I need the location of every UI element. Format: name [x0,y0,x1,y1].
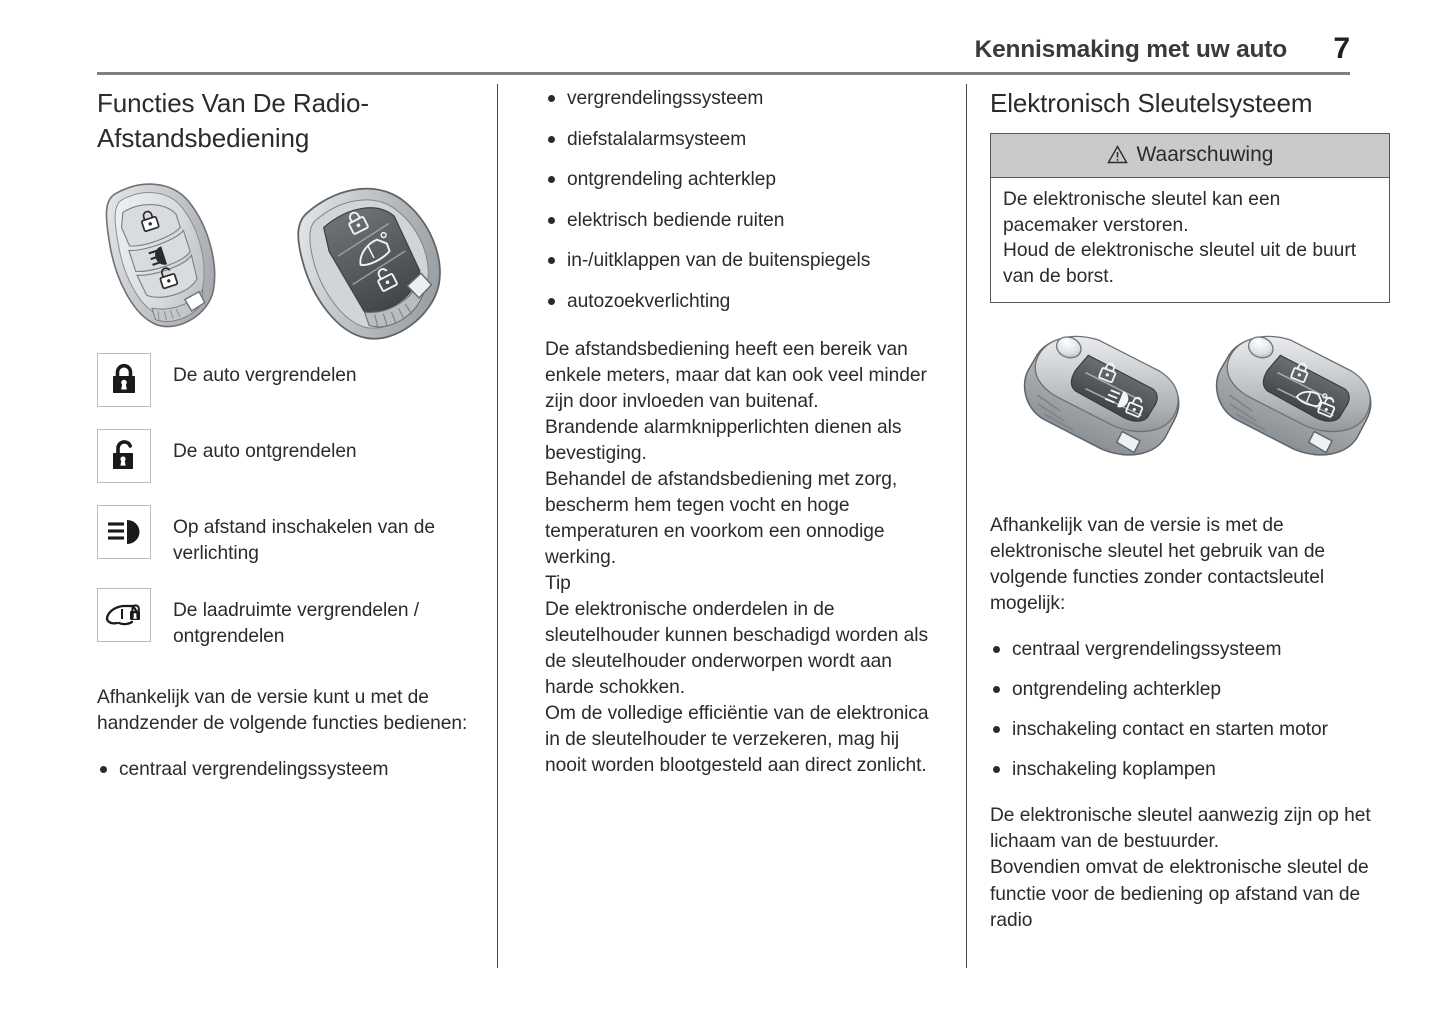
left-bullet-list [97,757,497,783]
function-row [97,588,497,649]
page-number: 7 [1333,32,1350,65]
warning-header [991,134,1389,178]
list-item: ontgrendeling achterklep [990,677,1390,703]
column-divider-left [497,84,498,968]
list-item: autozoekverlichting [545,289,945,315]
spacer [97,671,497,685]
warning-line-1: De elektronische sleutel kan een pacemaker verstoren. [1003,188,1281,236]
spacer [990,617,1390,637]
middle-column [545,86,945,779]
middle-bullet-list [545,86,945,314]
list-item: diefstalalarmsysteem [545,127,945,153]
list-item: vergrendelingssysteem [545,86,945,112]
flip-key-illustration [990,325,1390,497]
middle-paragraph-4: De elektronische onderdelen in de sleutelhouder kunnen beschadigd worden als de sleutelhouder onderworpen wordt aan harde schokken. [545,599,928,699]
right-paragraph-3: Bovendien omvat de elektronische sleutel de functie voor de bediening op afstand van de radio [990,857,1369,931]
list-item: in-/uitklappen van de buitenspiegels [545,248,945,274]
middle-paragraph-5: Om de volledige efficiëntie van de elektronica in de sleutelhouder te verzekeren, mag hij nooit worden blootgesteld aan direct zonlicht. [545,703,929,777]
column-divider-right [966,84,967,968]
warning-triangle-icon [1107,145,1128,164]
list-item: elektrisch bediende ruiten [545,208,945,234]
function-row [97,429,497,483]
list-item: inschakeling contact en starten motor [990,717,1390,743]
warning-box [990,133,1390,304]
headlight-icon [97,505,151,559]
function-row [97,505,497,566]
function-icon-list [97,353,497,649]
warning-line-2: Houd de elektronische sleutel uit de buurt van de borst. [1003,240,1357,288]
right-paragraph-2: De elektronische sleutel aanwezig zijn op het lichaam van de bestuurder. [990,805,1371,853]
right-column [990,86,1390,934]
list-item: centraal vergrendelingssysteem [97,757,497,783]
function-label: De auto ontgrendelen [173,441,357,463]
function-row [97,353,497,407]
list-item: centraal vergrendelingssysteem [990,637,1390,663]
middle-paragraph-3: Behandel de afstandsbediening met zorg, bescherm hem tegen vocht en hoge temperaturen en voorkom een onnodige werking. [545,469,898,569]
middle-paragraph-1: De afstandsbediening heeft een bereik van enkele meters, maar dat kan ook veel minder zijn door invloeden van buitenaf. [545,339,927,413]
left-paragraph: Afhankelijk van de versie kunt u met de handzender de volgende functies bedienen: [97,687,468,735]
smart-key-illustration [97,169,497,341]
page-title: Kennismaking met uw auto [974,36,1287,63]
warning-heading-text: Waarschuwing [1136,142,1274,166]
function-label: De laadruimte vergrendelen / ontgrendelen [173,600,420,647]
tailgate-lock-icon [97,588,151,642]
right-bullet-list [990,637,1390,783]
list-item: inschakeling koplampen [990,757,1390,783]
left-column [97,86,497,797]
function-label: De auto vergrendelen [173,365,357,387]
header-rule [97,72,1350,75]
right-section-title: Elektronisch Sleutelsysteem [990,88,1313,118]
right-paragraph-1: Afhankelijk van de versie is met de elektronische sleutel het gebruik van de volgende functies zonder contactsleutel mogelijk: [990,515,1326,615]
function-label: Op afstand inschakelen van de verlichting [173,517,436,564]
middle-tip-heading: Tip [545,573,571,595]
warning-body [991,178,1389,303]
lock-open-icon [97,429,151,483]
spacer [97,737,497,757]
middle-paragraph-2: Brandende alarmknipperlichten dienen als bevestiging. [545,417,902,465]
lock-closed-icon [97,353,151,407]
left-section-title: Functies Van De Radio-Afstandsbediening [97,88,369,153]
list-item: ontgrendeling achterklep [545,167,945,193]
page-header [97,32,1350,76]
